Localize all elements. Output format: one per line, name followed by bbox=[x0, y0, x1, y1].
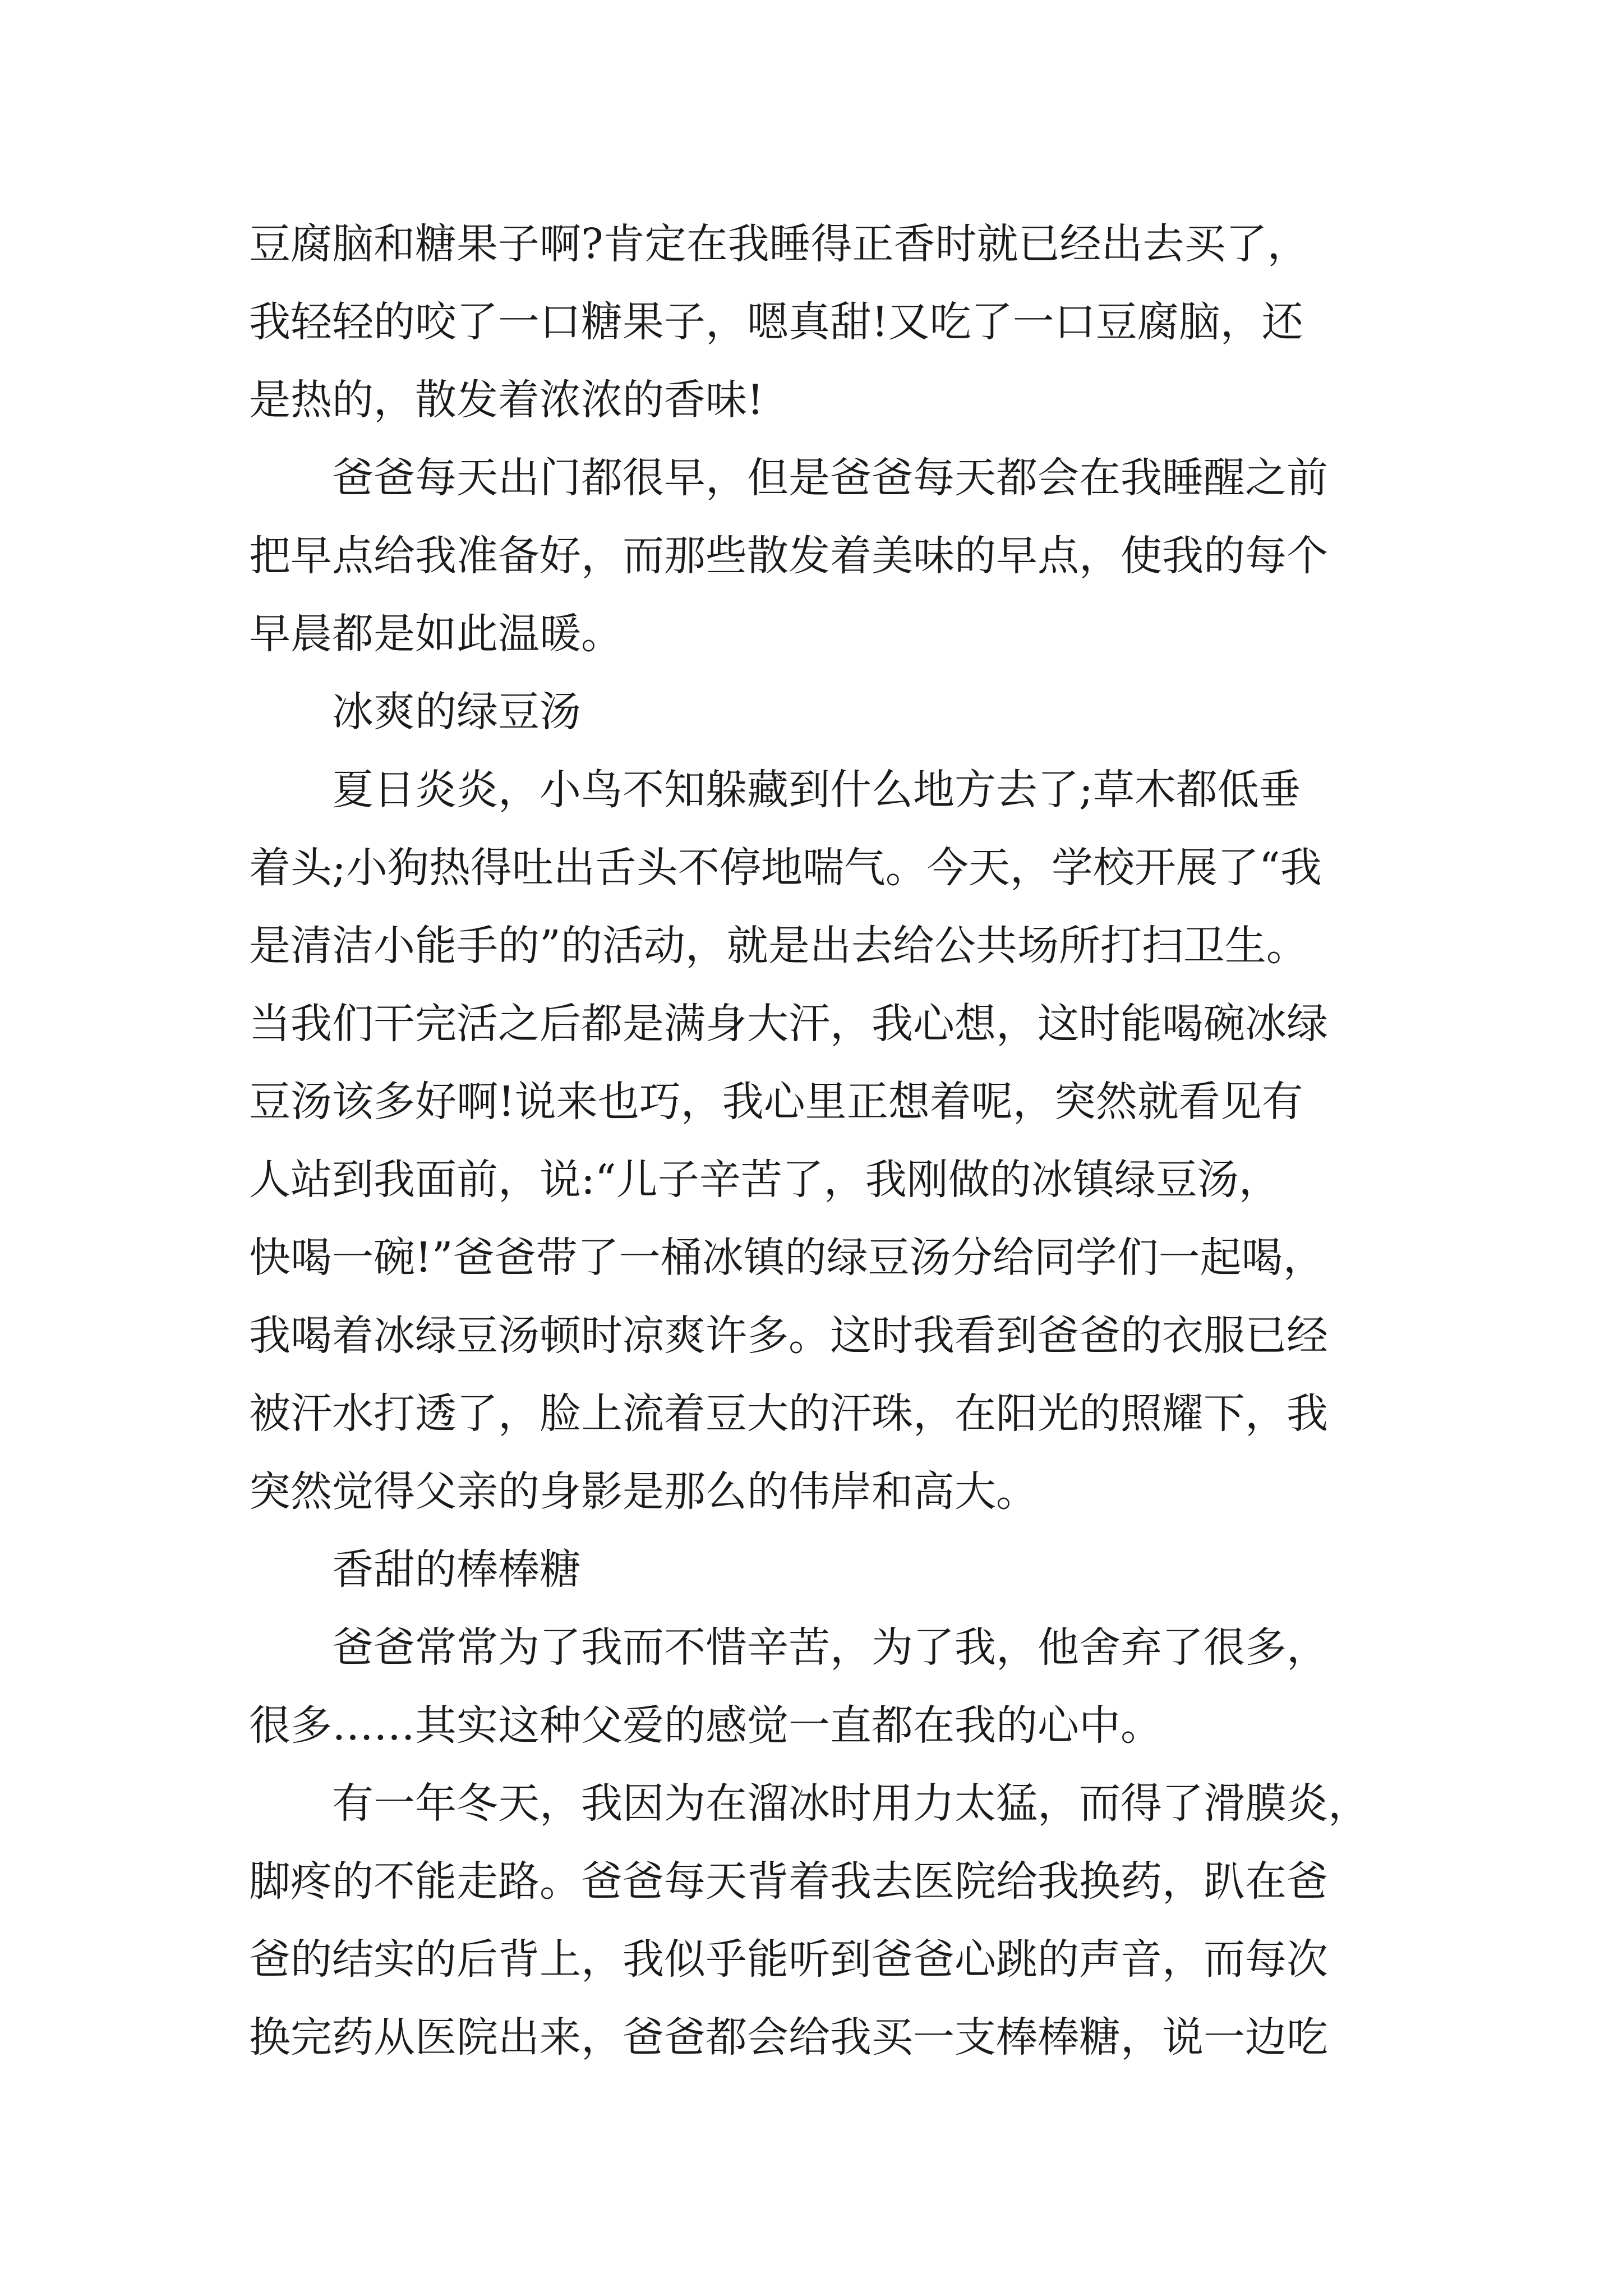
text-line: 突然觉得父亲的身影是那么的伟岸和高大。 bbox=[249, 1467, 1038, 1516]
paragraph-first-line: 爸爸每天出门都很早，但是爸爸每天都会在我睡醒之前 bbox=[332, 454, 1328, 502]
text-line: 是热的，散发着浓浓的香味! bbox=[249, 376, 764, 424]
text-line: 快喝一碗!”爸爸带了一桶冰镇的绿豆汤分给同学们一起喝， bbox=[249, 1234, 1325, 1282]
text-line: 很多……其实这种父爱的感觉一直都在我的心中。 bbox=[249, 1701, 1162, 1750]
text-line: 我喝着冰绿豆汤顿时凉爽许多。这时我看到爸爸的衣服已经 bbox=[249, 1312, 1328, 1360]
text-line: 人站到我面前，说:“儿子辛苦了，我刚做的冰镇绿豆汤， bbox=[249, 1156, 1280, 1204]
text-line: 把早点给我准备好，而那些散发着美味的早点，使我的每个 bbox=[249, 532, 1328, 580]
text-line: 爸的结实的后背上，我似乎能听到爸爸心跳的声音，而每次 bbox=[249, 1935, 1328, 1984]
text-line: 着头;小狗热得吐出舌头不停地喘气。今天，学校开展了“我 bbox=[249, 844, 1322, 892]
text-line: 被汗水打透了，脸上流着豆大的汗珠，在阳光的照耀下，我 bbox=[249, 1389, 1328, 1438]
text-line: 是清洁小能手的”的活动，就是出去给公共场所打扫卫生。 bbox=[249, 922, 1308, 970]
paragraph-first-line: 夏日炎炎，小鸟不知躲藏到什么地方去了;草木都低垂 bbox=[332, 766, 1301, 814]
paragraph-first-line: 爸爸常常为了我而不惜辛苦，为了我，他舍弃了很多， bbox=[332, 1623, 1328, 1672]
text-line: 豆汤该多好啊!说来也巧，我心里正想着呢，突然就看见有 bbox=[249, 1078, 1303, 1126]
text-line: 早晨都是如此温暖。 bbox=[249, 610, 623, 658]
text-line: 脚疼的不能走路。爸爸每天背着我去医院给我换药，趴在爸 bbox=[249, 1857, 1328, 1906]
text-line: 当我们干完活之后都是满身大汗，我心想，这时能喝碗冰绿 bbox=[249, 1000, 1328, 1048]
section-heading: 香甜的棒棒糖 bbox=[332, 1545, 581, 1594]
section-heading: 冰爽的绿豆汤 bbox=[332, 688, 581, 736]
text-body bbox=[249, 205, 1399, 2077]
text-line: 我轻轻的咬了一口糖果子，嗯真甜!又吃了一口豆腐脑，还 bbox=[249, 298, 1303, 346]
text-line: 豆腐脑和糖果子啊?肯定在我睡得正香时就已经出去买了， bbox=[249, 220, 1309, 268]
text-line: 换完药从医院出来，爸爸都会给我买一支棒棒糖，说一边吃 bbox=[249, 2013, 1328, 2062]
paragraph-first-line: 有一年冬天，我因为在溜冰时用力太猛，而得了滑膜炎， bbox=[332, 1779, 1370, 1828]
